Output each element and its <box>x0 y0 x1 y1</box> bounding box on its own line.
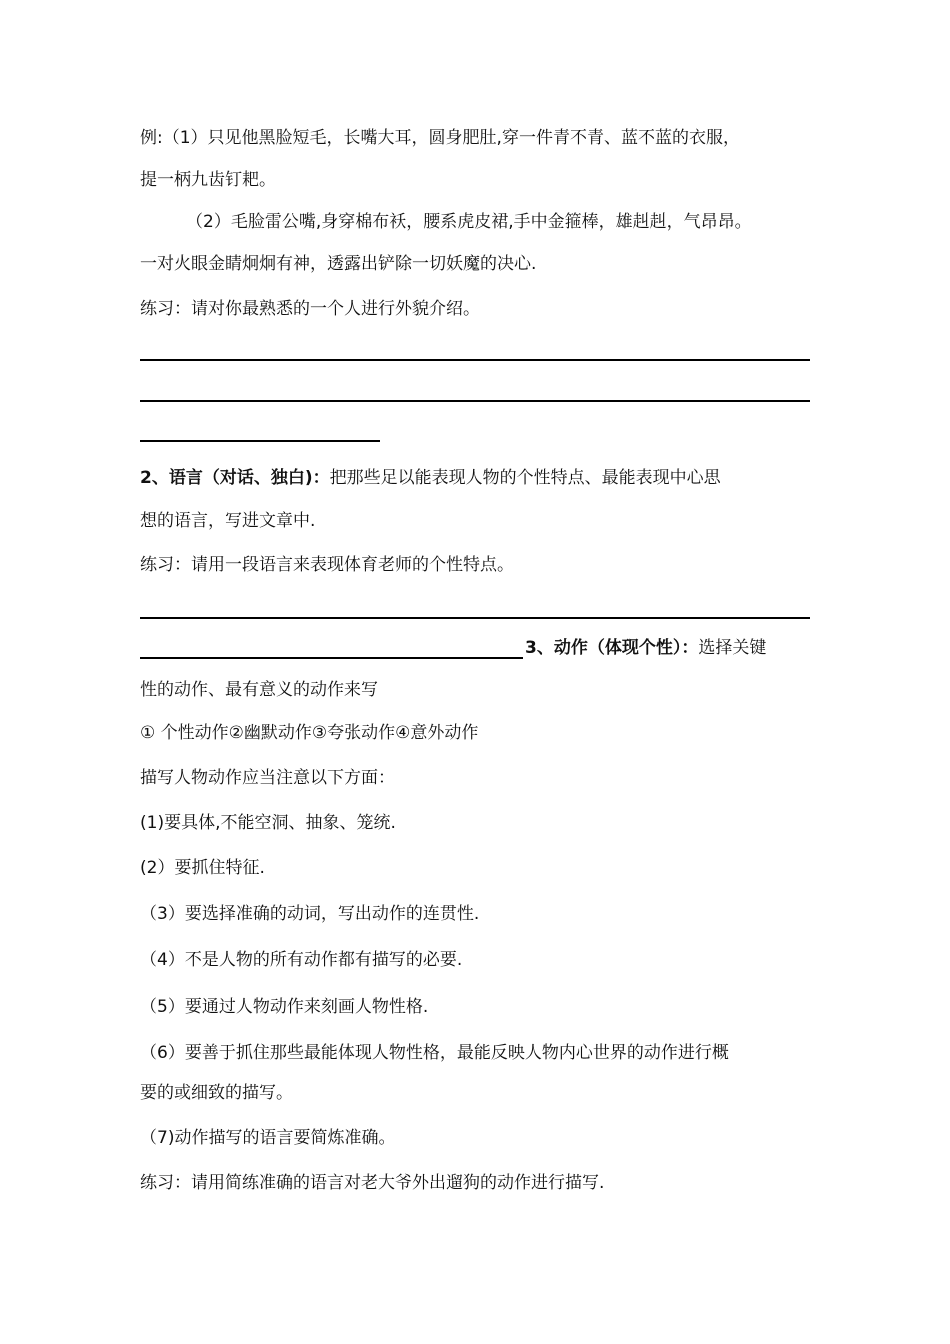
action-intro: 描写人物动作应当注意以下方面： <box>140 768 395 788</box>
answer-line-2[interactable] <box>140 400 810 402</box>
practice-language: 练习：请用一段语言来表现体育老师的个性特点。 <box>140 555 514 575</box>
section-2-line-1 <box>140 466 721 490</box>
practice-appearance: 练习：请对你最熟悉的一个人进行外貌介绍。 <box>140 299 480 319</box>
section-3-heading: 3、动作（体现个性）： <box>525 638 699 658</box>
example-line-4: 一对火眼金睛炯炯有神，透露出铲除一切妖魔的决心. <box>140 254 537 274</box>
list-item: （3）要选择准确的动词，写出动作的连贯性. <box>140 904 480 924</box>
example-line-1: 例:（1）只见他黑脸短毛，长嘴大耳，圆身肥肚,穿一件青不青、蓝不蓝的衣服， <box>140 128 740 148</box>
list-item: （6）要善于抓住那些最能体现人物性格，最能反映人物内心世界的动作进行概 <box>140 1043 729 1063</box>
answer-line-5[interactable] <box>140 657 523 659</box>
list-item: （7)动作描写的语言要简炼准确。 <box>140 1128 396 1148</box>
answer-line-1[interactable] <box>140 359 810 361</box>
section-3-line-2: 性的动作、最有意义的动作来写 <box>140 680 378 700</box>
list-item: （5）要通过人物动作来刻画人物性格. <box>140 997 429 1017</box>
list-item: (2）要抓住特征. <box>140 858 265 878</box>
answer-line-4[interactable] <box>140 617 810 619</box>
answer-line-3[interactable] <box>140 440 380 442</box>
section-3-text: 选择关键 <box>698 638 767 658</box>
section-3-line-1 <box>525 636 766 660</box>
section-2-line-2: 想的语言，写进文章中. <box>140 511 316 531</box>
list-item: 要的或细致的描写。 <box>140 1083 293 1103</box>
section-2-text: 把那些足以能表现人物的个性特点、最能表现中心思 <box>329 468 721 488</box>
list-item: (1)要具体,不能空洞、抽象、笼统. <box>140 813 396 833</box>
section-2-heading: 2、语言（对话、独白)： <box>140 468 330 488</box>
practice-action: 练习：请用简练准确的语言对老大爷外出遛狗的动作进行描写. <box>140 1173 605 1193</box>
example-line-2: 提一柄九齿钉耙。 <box>140 170 276 190</box>
action-types: ① 个性动作②幽默动作③夸张动作④意外动作 <box>140 723 479 743</box>
list-item: （4）不是人物的所有动作都有描写的必要. <box>140 950 463 970</box>
example-line-3: （2）毛脸雷公嘴,身穿棉布袄，腰系虎皮裙,手中金箍棒，雄赳赳，气昂昂。 <box>186 212 752 232</box>
